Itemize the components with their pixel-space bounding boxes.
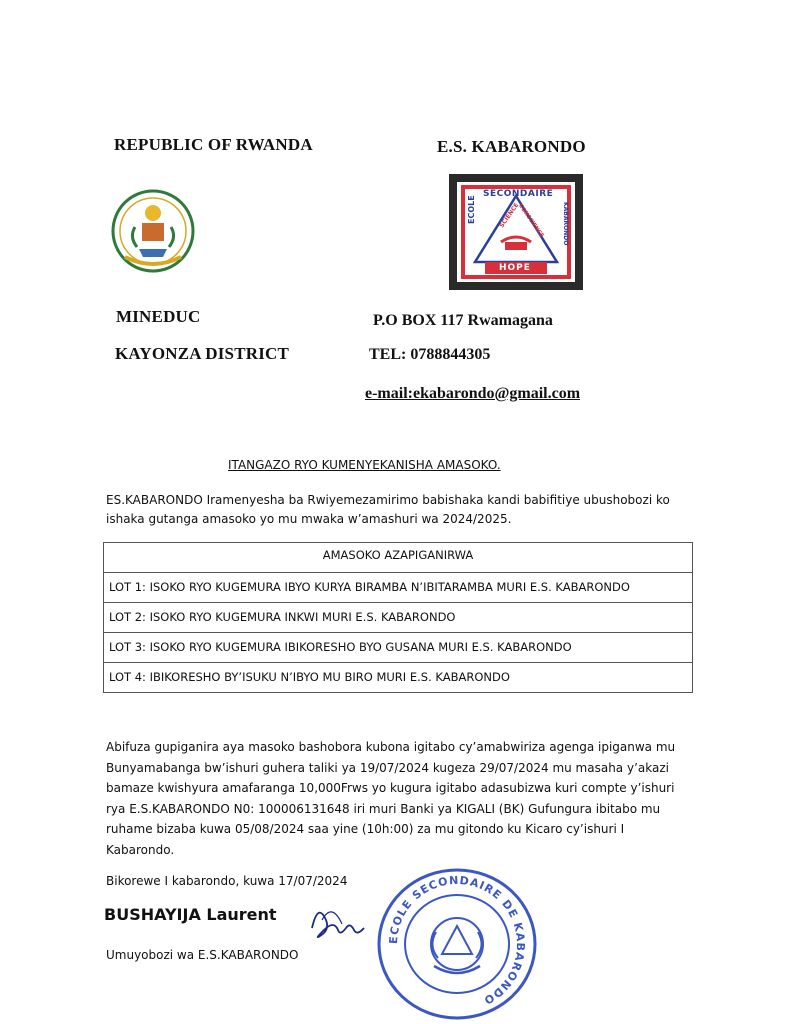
lot-3: LOT 3: ISOKO RYO KUGEMURA IBIKORESHO BYO GUSANA MURI E.S. KABARONDO bbox=[104, 633, 693, 663]
table-row bbox=[104, 603, 693, 633]
email-link[interactable]: e-mail:ekabarondo@gmail.com bbox=[365, 385, 581, 402]
logo-top-text: SECONDAIRE bbox=[483, 189, 554, 199]
logo-inner-text-2: CONSCIENCE bbox=[516, 203, 545, 239]
school-title: E.S. KABARONDO bbox=[437, 137, 586, 156]
table-row bbox=[104, 573, 693, 603]
school-logo bbox=[449, 174, 583, 290]
lot-4: LOT 4: IBIKORESHO BY’ISUKU N’IBYO MU BIRO MURI E.S. KABARONDO bbox=[104, 663, 693, 693]
lot-1: LOT 1: ISOKO RYO KUGEMURA IBYO KURYA BIRAMBA N’IBITARAMBA MURI E.S. KABARONDO bbox=[104, 573, 693, 603]
rwanda-coat-of-arms-icon bbox=[105, 185, 201, 281]
lots-table bbox=[103, 542, 693, 693]
lot-2: LOT 2: ISOKO RYO KUGEMURA INKWI MURI E.S. KABARONDO bbox=[104, 603, 693, 633]
table-row bbox=[104, 633, 693, 663]
table-row bbox=[104, 663, 693, 693]
signature-icon bbox=[304, 898, 374, 948]
telephone: TEL: 0788844305 bbox=[369, 346, 491, 363]
republic-title: REPUBLIC OF RWANDA bbox=[114, 135, 313, 154]
official-stamp-icon bbox=[372, 862, 542, 1024]
table-header: AMASOKO AZAPIGANIRWA bbox=[104, 543, 693, 573]
signer-role: Umuyobozi wa E.S.KABARONDO bbox=[106, 948, 299, 962]
notice-title: ITANGAZO RYO KUMENYEKANISHA AMASOKO. bbox=[228, 458, 501, 472]
logo-right-text: KABARONDO bbox=[562, 202, 569, 246]
signer-name: BUSHAYIJA Laurent bbox=[104, 905, 277, 924]
po-box: P.O BOX 117 Rwamagana bbox=[373, 312, 553, 329]
ministry-label: MINEDUC bbox=[116, 307, 201, 326]
table-header-row bbox=[104, 543, 693, 573]
logo-left-text: ECOLE bbox=[467, 195, 476, 224]
logo-inner-text-1: SCIENCE bbox=[498, 201, 521, 230]
district-label: KAYONZA DISTRICT bbox=[115, 344, 290, 363]
date-line: Bikorewe I kabarondo, kuwa 17/07/2024 bbox=[106, 874, 348, 888]
stamp-ring-text: ECOLE SECONDAIRE DE KABARONDO bbox=[386, 873, 528, 1008]
instructions-paragraph: Abifuza gupiganira aya masoko bashobora kubona igitabo cy’amabwiriza agenga ipiganwa mu Bunyamabanga bw’ishuri guhera taliki ya 19/07/2024 kugeza 29/07/2024 mu masaha y’akazi bamaze kwishyura amafaranga 10,000Frws yo kugura igitabo adasubizwa kuri compte y’ishuri rya E.S.KABARONDO N0: 100006131648 iri muri Banki ya KIGALI (BK) Gufungura ibitabo mu ruhame bizaba kuwa 05/08/2024 saa yine (10h:00) za mu gitondo ku Kicaro cy’ishuri I Kabarondo. bbox=[106, 740, 676, 857]
notice-intro: ES.KABARONDO Iramenyesha ba Rwiyemezamirimo babishaka kandi babifitiye ubushobozi ko ishaka gutanga amasoko yo mu mwaka w’amashuri wa 2024/2025. bbox=[106, 493, 670, 526]
logo-hope-text: HOPE bbox=[499, 263, 531, 273]
